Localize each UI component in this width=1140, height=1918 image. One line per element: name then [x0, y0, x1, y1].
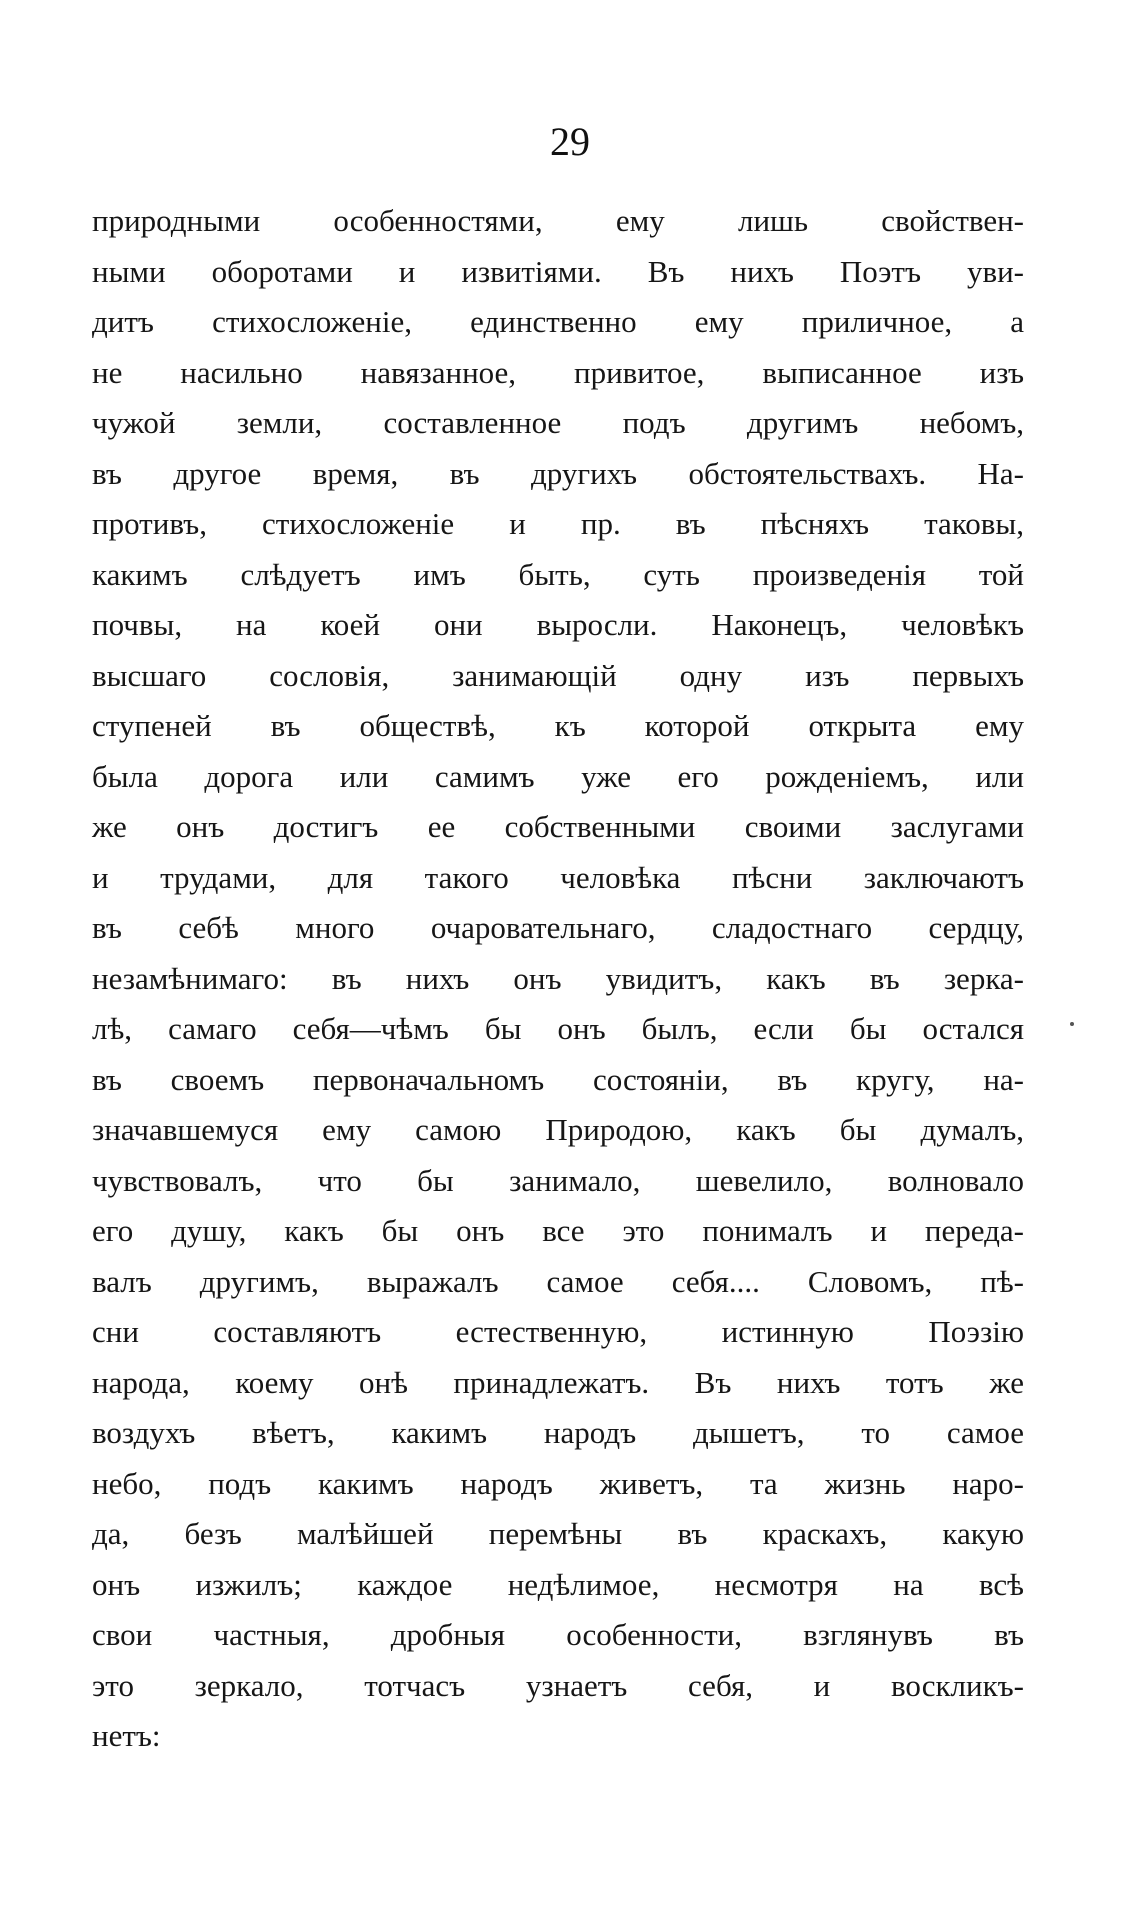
text-line: воздухъ вѣетъ, какимъ народъ дышетъ, то самое — [92, 1415, 1024, 1450]
print-speck — [1070, 1022, 1074, 1026]
text-line: онъ изжилъ; каждое недѣлимое, несмотря на всѣ — [92, 1566, 1024, 1602]
text-line: незамѣнимаго: въ нихъ онъ увидитъ, какъ въ зерка- — [92, 960, 1024, 996]
body-text — [92, 196, 1024, 1762]
text-line: народа, коему онѣ принадлежатъ. Въ нихъ тотъ же — [92, 1364, 1024, 1400]
text-line: высшаго сословія, занимающій одну изъ первыхъ — [92, 657, 1024, 693]
text-line: же онъ достигъ ее собственными своими заслугами — [92, 809, 1024, 844]
text-line: была дорога или самимъ уже его рожденіемъ, или — [92, 758, 1024, 794]
text-line: не насильно навязанное, привитое, выписанное изъ — [92, 354, 1024, 390]
text-line: противъ, стихосложеніе и пр. въ пѣсняхъ таковы, — [92, 506, 1024, 541]
text-line: какимъ слѣдуетъ имъ быть, суть произведенія той — [92, 556, 1024, 592]
text-line: валъ другимъ, выражалъ самое себя.... Словомъ, пѣ- — [92, 1263, 1024, 1299]
text-line: въ другое время, въ другихъ обстоятельствахъ. На- — [92, 455, 1024, 491]
page-number: 29 — [550, 119, 590, 164]
text-line: небо, подъ какимъ народъ живетъ, та жизнь наро- — [92, 1465, 1024, 1501]
text-line: свои частныя, дробныя особенности, взглянувъ въ — [92, 1617, 1024, 1652]
text-line: ступеней въ обществѣ, къ которой открыта ему — [92, 708, 1024, 743]
text-line: природными особенностями, ему лишь свойствен- — [92, 203, 1024, 238]
text-line: чувствовалъ, что бы занимало, шевелило, волновало — [92, 1162, 1024, 1198]
text-line: и трудами, для такого человѣка пѣсни заключаютъ — [92, 859, 1024, 895]
text-line: ными оборотами и извитіями. Въ нихъ Поэтъ уви- — [92, 253, 1024, 289]
text-line: въ себѣ много очаровательнаго, сладостнаго сердцу, — [92, 910, 1024, 945]
text-line: значавшемуся ему самою Природою, какъ бы думалъ, — [92, 1112, 1024, 1147]
text-line: да, безъ малѣйшей перемѣны въ краскахъ, какую — [92, 1516, 1024, 1551]
text-line: это зеркало, тотчасъ узнаетъ себя, и воскликъ- — [92, 1667, 1024, 1703]
text-line: лѣ, самаго себя—чѣмъ бы онъ былъ, если бы остался — [92, 1011, 1024, 1046]
text-line: дитъ стихосложеніе, единственно ему приличное, а — [92, 304, 1024, 339]
text-line: его душу, какъ бы онъ все это понималъ и переда- — [92, 1213, 1024, 1248]
text-line-last: нетъ: — [92, 1718, 161, 1753]
text-line: чужой земли, составленное подъ другимъ небомъ, — [92, 405, 1024, 440]
text-line: почвы, на коей они выросли. Наконецъ, человѣкъ — [92, 607, 1024, 642]
text-line: сни составляютъ естественную, истинную Поэзію — [92, 1314, 1024, 1349]
text-line: въ своемъ первоначальномъ состояніи, въ кругу, на- — [92, 1061, 1024, 1097]
